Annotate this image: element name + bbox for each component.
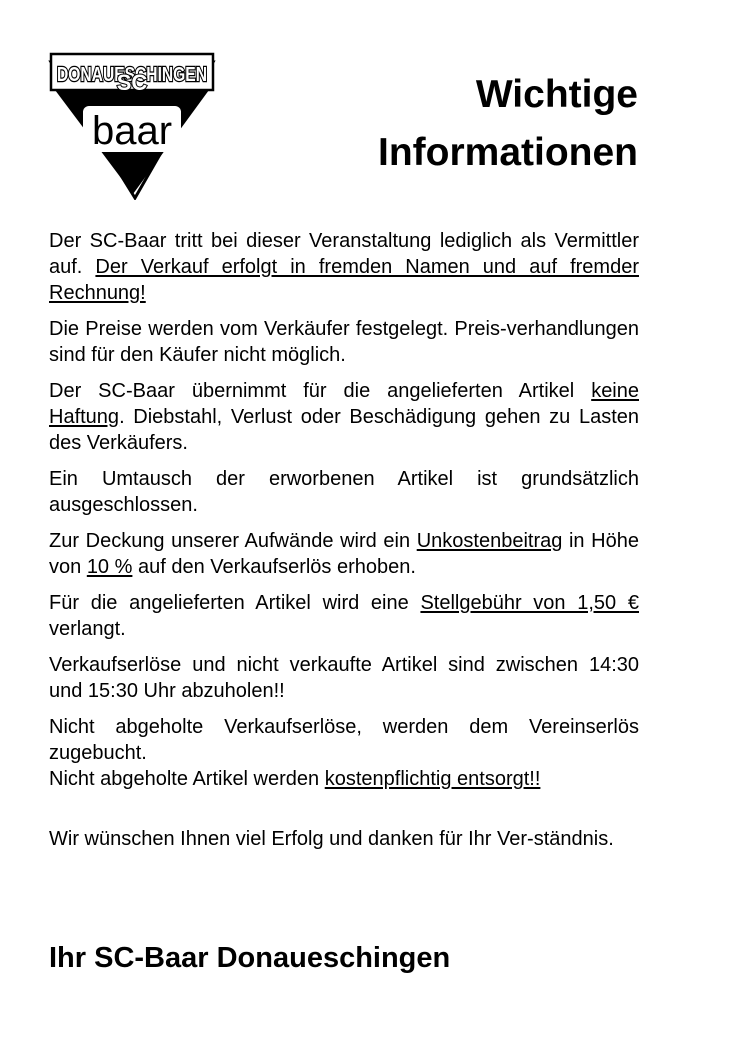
paragraph-mediator: Der SC-Baar tritt bei dieser Veranstaltung lediglich als Vermittler auf. Der Verkauf erfolgt in fremden Namen und auf fremder Rechnung! bbox=[49, 230, 639, 304]
signature: Ihr SC-Baar Donaueschingen bbox=[49, 942, 451, 974]
logo-top-text: DONAUESCHINGEN bbox=[57, 64, 207, 86]
paragraph-stall-fee: Für die angelieferten Artikel wird eine Stellgebühr von 1,50 € verlangt. bbox=[49, 592, 639, 640]
page-title bbox=[378, 66, 638, 182]
paragraph-thanks: Wir wünschen Ihnen viel Erfolg und danken für Ihr Ver-ständnis. bbox=[49, 828, 614, 850]
logo-sc-text: SC bbox=[116, 70, 148, 95]
paragraph-prices: Die Preise werden vom Verkäufer festgelegt. Preis-verhandlungen sind für den Käufer nicht möglich. bbox=[49, 318, 639, 366]
paragraph-pickup: Verkaufserlöse und nicht verkaufte Artikel sind zwischen 14:30 und 15:30 Uhr abzuholen!! bbox=[49, 654, 639, 702]
logo-baar-text: baar bbox=[91, 109, 173, 153]
paragraph-fee: Zur Deckung unserer Aufwände wird ein Unkostenbeitrag in Höhe von 10 % auf den Verkaufserlös erhoben. bbox=[49, 530, 639, 578]
title-line-1: Wichtige bbox=[475, 73, 638, 116]
title-line-2: Informationen bbox=[378, 131, 638, 174]
info-text bbox=[49, 228, 639, 862]
paragraph-exchange: Ein Umtausch der erworbenen Artikel ist grundsätzlich ausgeschlossen. bbox=[49, 468, 639, 516]
paragraph-liability: Der SC-Baar übernimmt für die angelieferten Artikel keine Haftung. Diebstahl, Verlust oder Beschädigung gehen zu Lasten des Verkäufers. bbox=[49, 380, 639, 454]
paragraph-unclaimed: Nicht abgeholte Verkaufserlöse, werden dem Vereinserlös zugebucht. Nicht abgeholte Artikel werden kostenpflichtig entsorgt!! bbox=[49, 716, 639, 790]
sc-baar-logo bbox=[47, 52, 217, 200]
